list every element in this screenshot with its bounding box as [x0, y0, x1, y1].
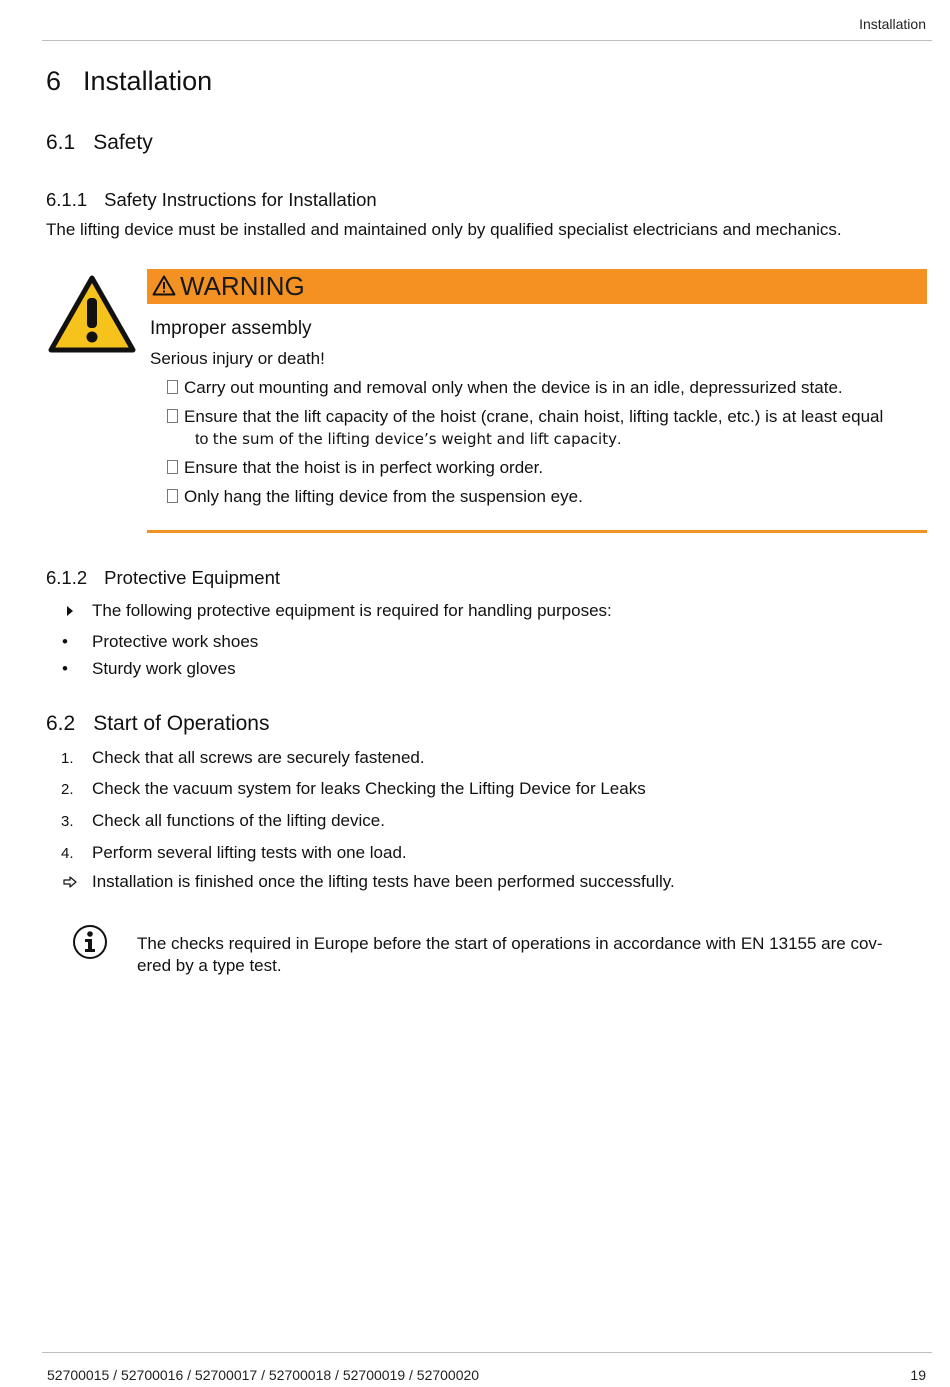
warning-item: Ensure that the lift capacity of the hoist (crane, chain hoist, lifting tackle, etc.) is at least equal [167, 407, 883, 427]
chapter-heading [46, 66, 212, 97]
warning-item: Carry out mounting and removal only when the device is in an idle, depressurized state. [167, 378, 843, 398]
checkbox-glyph-icon [167, 489, 178, 503]
step-number: 3. [61, 813, 74, 830]
step-text: Check that all screws are securely fastened. [92, 748, 425, 767]
section-number: 6.1.1 [46, 189, 88, 210]
checkbox-glyph-icon [167, 380, 178, 394]
running-header: Installation [859, 16, 926, 32]
bullet-dot-icon: • [62, 659, 68, 678]
header-divider [42, 40, 932, 41]
result-text: Installation is finished once the lifting tests have been performed successfully. [92, 872, 675, 891]
section-6-1-2-heading [46, 567, 280, 589]
list-item: Protective work shoes [92, 632, 259, 651]
warning-item: Only hang the lifting device from the suspension eye. [167, 487, 583, 507]
section-number: 6.1 [46, 131, 76, 154]
section-title: Safety [93, 131, 153, 154]
warning-bottom-rule [147, 530, 927, 533]
play-triangle-icon [66, 604, 74, 622]
warning-consequence: Serious injury or death! [150, 349, 325, 368]
step-text: Check the vacuum system for leaks Checking the Lifting Device for Leaks [92, 779, 646, 798]
footer-divider [42, 1352, 932, 1353]
step-number: 1. [61, 750, 74, 767]
qualification-paragraph: The lifting device must be installed and maintained only by qualified specialist electricians and mechanics. [46, 220, 842, 239]
list-item: Sturdy work gloves [92, 659, 236, 678]
section-title: Protective Equipment [104, 567, 280, 588]
chapter-number: 6 [46, 66, 62, 96]
section-6-2-heading [46, 712, 269, 736]
step-text: Check all functions of the lifting device. [92, 811, 385, 830]
info-icon [72, 924, 108, 965]
section-number: 6.2 [46, 712, 76, 735]
bullet-dot-icon: • [62, 632, 68, 651]
warning-item: Ensure that the hoist is in perfect working order. [167, 458, 543, 478]
info-note-line: ered by a type test. [137, 956, 282, 975]
section-number: 6.1.2 [46, 567, 88, 588]
checkbox-glyph-icon [167, 460, 178, 474]
step-number: 4. [61, 845, 74, 862]
warning-signal-word: WARNING [180, 271, 305, 301]
page-number: 19 [910, 1367, 926, 1383]
equipment-intro: The following protective equipment is required for handling purposes: [92, 601, 612, 620]
warning-item-continuation: to the sum of the lifting device’s weight and lift capacity. [195, 430, 622, 448]
info-note-line: The checks required in Europe before the start of operations in accordance with EN 13155 are cov- [137, 934, 883, 953]
section-title: Start of Operations [93, 712, 270, 735]
warning-banner [147, 269, 927, 304]
warning-hazard: Improper assembly [150, 318, 312, 339]
article-numbers: 52700015 / 52700016 / 52700017 / 52700018 / 52700019 / 52700020 [47, 1367, 480, 1383]
checkbox-glyph-icon [167, 409, 178, 423]
step-text: Perform several lifting tests with one load. [92, 843, 407, 862]
section-6-1-1-heading [46, 189, 377, 211]
section-6-1-heading [46, 131, 153, 155]
warning-triangle-icon [47, 274, 137, 359]
chapter-title: Installation [83, 66, 213, 96]
section-title: Safety Instructions for Installation [104, 189, 377, 210]
warning-small-icon [152, 275, 176, 301]
step-number: 2. [61, 781, 74, 798]
result-arrow-icon [63, 875, 77, 893]
